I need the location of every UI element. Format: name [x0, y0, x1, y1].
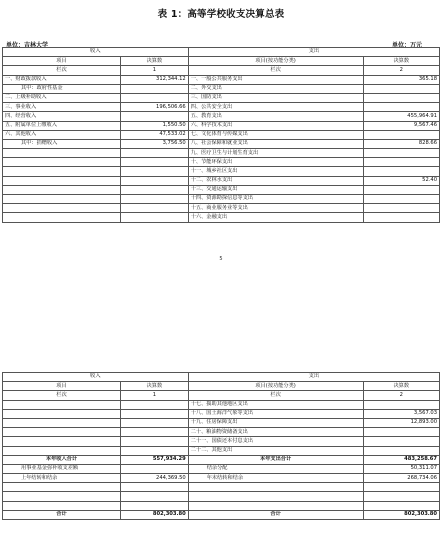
table-row — [3, 121, 440, 130]
income-value-cell — [120, 418, 188, 427]
column-no-2: 2 — [363, 66, 439, 75]
column-no-label: 栏次 — [3, 391, 121, 400]
expense-item-cell: 一、一般公共服务支出 — [188, 75, 363, 84]
income-value-cell: 312,344.12 — [120, 75, 188, 84]
expense-item-cell: 十八、国土海洋气象等支出 — [188, 409, 363, 418]
prev-carry-value: 244,369.50 — [120, 474, 188, 483]
income-value-cell — [120, 437, 188, 446]
expense-item-cell: 七、文化体育与传媒支出 — [188, 130, 363, 139]
income-value-cell: 3,756.50 — [120, 139, 188, 148]
income-header: 收入 — [3, 48, 189, 57]
expense-item-cell: 二十二、其他支出 — [188, 446, 363, 455]
income-item-cell — [3, 400, 121, 409]
column-no-label: 栏次 — [188, 391, 363, 400]
income-item-cell — [3, 176, 121, 185]
table-row — [3, 428, 440, 437]
unit-left: 单位：吉林大学 — [6, 42, 49, 49]
expense-item-cell: 九、医疗卫生与计划生育支出 — [188, 149, 363, 158]
table-row — [3, 112, 440, 121]
income-item-cell — [3, 437, 121, 446]
expense-value-cell: 365.18 — [363, 75, 439, 84]
table-row — [3, 409, 440, 418]
table-row — [3, 446, 440, 455]
table-row — [3, 167, 440, 176]
expense-item-cell: 三、国防支出 — [188, 93, 363, 102]
table-header-row — [3, 382, 440, 391]
expense-value-cell — [363, 84, 439, 93]
expense-item-cell: 六、科学技术支出 — [188, 121, 363, 130]
income-value-cell — [120, 176, 188, 185]
income-item-cell — [3, 204, 121, 213]
expense-value-cell — [363, 446, 439, 455]
expense-value-cell: 12,893.00 — [363, 418, 439, 427]
prev-carry-label: 上年结转和结余 — [3, 474, 121, 483]
item-header: 项目 — [3, 382, 121, 391]
income-item-cell: 其中：捐赠收入 — [3, 139, 121, 148]
income-value-cell — [120, 409, 188, 418]
expense-value-cell — [363, 437, 439, 446]
table-row — [3, 139, 440, 148]
income-item-cell — [3, 167, 121, 176]
amount-header: 决算数 — [363, 57, 439, 66]
expense-item-cell: 十九、住房保障支出 — [188, 418, 363, 427]
expense-value-cell — [363, 204, 439, 213]
grand-total-value-left: 802,303.80 — [120, 510, 188, 519]
income-item-cell: 三、事业收入 — [3, 103, 121, 112]
income-value-cell — [120, 213, 188, 222]
expense-item-cell: 十六、金融支出 — [188, 213, 363, 222]
table-header-row — [3, 373, 440, 382]
year-end-carry-value: 268,734.06 — [363, 474, 439, 483]
expense-value-cell — [363, 428, 439, 437]
surplus-distribution-label: 结余分配 — [188, 464, 363, 473]
budget-table-page1 — [2, 47, 440, 223]
income-item-cell: 六、其他收入 — [3, 130, 121, 139]
expense-value-cell — [363, 185, 439, 194]
item-header: 项目 — [3, 57, 121, 66]
expense-value-cell — [363, 149, 439, 158]
amount-header: 决算数 — [363, 382, 439, 391]
income-value-cell — [120, 204, 188, 213]
expense-item-cell: 二十一、国债还本付息支出 — [188, 437, 363, 446]
expense-value-cell — [363, 400, 439, 409]
expense-item-cell: 十五、商业服务业等支出 — [188, 204, 363, 213]
income-item-cell: 二、上级补助收入 — [3, 93, 121, 102]
expense-item-cell: 十四、资源勘探信息等支出 — [188, 195, 363, 204]
amount-header: 决算数 — [120, 382, 188, 391]
income-value-cell: 1,550.50 — [120, 121, 188, 130]
expense-item-cell: 二、外交支出 — [188, 84, 363, 93]
expense-value-cell — [363, 213, 439, 222]
table-row — [3, 400, 440, 409]
year-income-value: 557,934.29 — [120, 455, 188, 464]
income-item-cell — [3, 213, 121, 222]
page-title: 表 1：高等学校收支决算总表 — [157, 9, 285, 20]
column-no-label: 栏次 — [3, 66, 121, 75]
grand-total-value-right: 802,303.80 — [363, 510, 439, 519]
expense-value-cell — [363, 167, 439, 176]
income-item-cell: 其中：政府性基金 — [3, 84, 121, 93]
expense-value-cell: 455,964.91 — [363, 112, 439, 121]
income-item-cell — [3, 185, 121, 194]
year-total-row — [3, 455, 440, 464]
year-expense-label: 本年支出合计 — [188, 455, 363, 464]
fund-value — [120, 464, 188, 473]
table-row — [3, 195, 440, 204]
expense-item-cell: 十一、城乡社区支出 — [188, 167, 363, 176]
empty-row — [3, 492, 440, 501]
income-item-cell: 五、附属单位上缴收入 — [3, 121, 121, 130]
expense-item-cell: 八、社会保障和就业支出 — [188, 139, 363, 148]
column-number-row — [3, 66, 440, 75]
unit-right: 单位：万元 — [391, 42, 422, 49]
income-item-cell: 一、财政拨款收入 — [3, 75, 121, 84]
table-row — [3, 176, 440, 185]
expense-value-cell — [363, 93, 439, 102]
surplus-distribution-value: 50,311.07 — [363, 464, 439, 473]
table-row — [3, 130, 440, 139]
table-header-row — [3, 57, 440, 66]
expense-item-cell: 十二、农林水支出 — [188, 176, 363, 185]
empty-row — [3, 483, 440, 492]
income-item-cell — [3, 158, 121, 167]
expense-value-cell: 9,567.46 — [363, 121, 439, 130]
income-item-cell — [3, 446, 121, 455]
expense-item-cell: 十七、援助其他地区支出 — [188, 400, 363, 409]
table-row — [3, 418, 440, 427]
expense-item-cell: 五、教育支出 — [188, 112, 363, 121]
carry-row — [3, 474, 440, 483]
income-value-cell — [120, 84, 188, 93]
income-item-cell — [3, 418, 121, 427]
grand-total-label-left: 合计 — [3, 510, 121, 519]
income-item-cell — [3, 409, 121, 418]
year-end-carry-label: 年末结转和结余 — [188, 474, 363, 483]
income-value-cell: 196,506.66 — [120, 103, 188, 112]
expense-value-cell — [363, 103, 439, 112]
income-value-cell — [120, 446, 188, 455]
income-value-cell — [120, 158, 188, 167]
expense-value-cell: 828.66 — [363, 139, 439, 148]
expense-item-cell: 十三、交通运输支出 — [188, 185, 363, 194]
expense-header: 支出 — [188, 373, 439, 382]
page-number: 5 — [219, 256, 223, 262]
table-row — [3, 149, 440, 158]
income-header: 收入 — [3, 373, 189, 382]
amount-header: 决算数 — [120, 57, 188, 66]
table-row — [3, 437, 440, 446]
income-value-cell — [120, 112, 188, 121]
table-row — [3, 185, 440, 194]
fund-row — [3, 464, 440, 473]
table-row — [3, 93, 440, 102]
item-by-function-header: 项目(按功能分类) — [188, 382, 363, 391]
column-number-row — [3, 391, 440, 400]
table-row — [3, 103, 440, 112]
column-no-label: 栏次 — [188, 66, 363, 75]
income-value-cell — [120, 185, 188, 194]
budget-table-page2 — [2, 372, 440, 520]
income-value-cell: 47,533.02 — [120, 130, 188, 139]
expense-value-cell — [363, 195, 439, 204]
expense-header: 支出 — [188, 48, 439, 57]
expense-item-cell: 二十、粮油物资储备支出 — [188, 428, 363, 437]
expense-item-cell: 十、节能环保支出 — [188, 158, 363, 167]
income-value-cell — [120, 400, 188, 409]
income-value-cell — [120, 428, 188, 437]
income-item-cell — [3, 195, 121, 204]
income-value-cell — [120, 149, 188, 158]
table-row — [3, 213, 440, 222]
table-row — [3, 84, 440, 93]
expense-value-cell: 52.40 — [363, 176, 439, 185]
column-no-1: 1 — [120, 66, 188, 75]
grand-total-row — [3, 510, 440, 519]
expense-value-cell — [363, 158, 439, 167]
income-value-cell — [120, 195, 188, 204]
expense-value-cell — [363, 130, 439, 139]
expense-item-cell: 四、公共安全支出 — [188, 103, 363, 112]
table-row — [3, 75, 440, 84]
table-row — [3, 158, 440, 167]
grand-total-label-right: 合计 — [188, 510, 363, 519]
income-value-cell — [120, 93, 188, 102]
year-income-label: 本年收入合计 — [3, 455, 121, 464]
fund-label: 用事业基金弥补收支差额 — [3, 464, 121, 473]
column-no-1: 1 — [120, 391, 188, 400]
table-header-row — [3, 48, 440, 57]
column-no-2: 2 — [363, 391, 439, 400]
year-expense-value: 483,258.67 — [363, 455, 439, 464]
income-item-cell — [3, 428, 121, 437]
item-by-function-header: 项目(按功能分类) — [188, 57, 363, 66]
income-item-cell — [3, 149, 121, 158]
income-item-cell: 四、经营收入 — [3, 112, 121, 121]
income-value-cell — [120, 167, 188, 176]
expense-value-cell: 3,567.03 — [363, 409, 439, 418]
table-row — [3, 204, 440, 213]
empty-row — [3, 501, 440, 510]
